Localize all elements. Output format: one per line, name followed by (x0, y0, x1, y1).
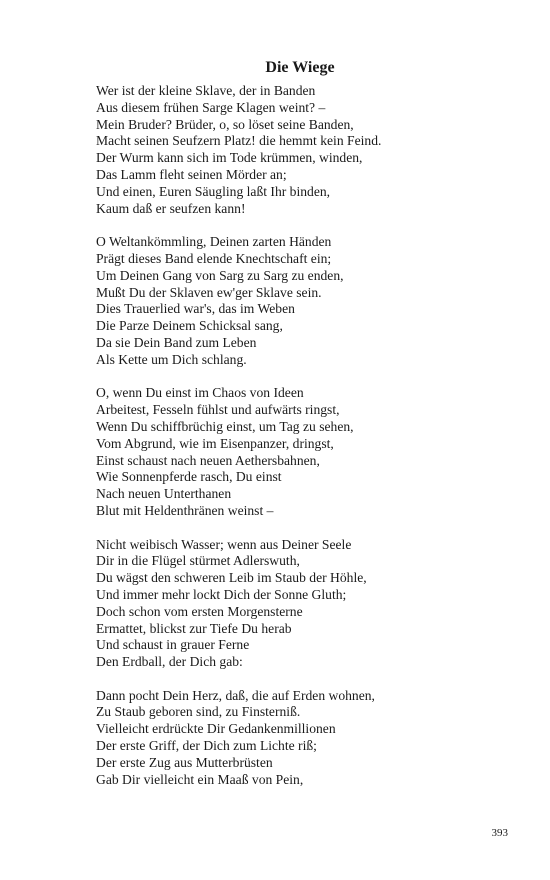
poem-line: Und immer mehr lockt Dich der Sonne Gluth; (96, 586, 347, 602)
poem-line: Nicht weibisch Wasser; wenn aus Deiner Seele (96, 536, 352, 552)
poem-line: Wie Sonnenpferde rasch, Du einst (96, 469, 282, 485)
poem-title: Die Wiege (265, 59, 335, 76)
poem-body (96, 83, 381, 805)
poem-line: Vom Abgrund, wie im Eisenpanzer, dringst, (96, 435, 334, 451)
poem-line: O, wenn Du einst im Chaos von Ideen (96, 385, 304, 401)
poem-line: Der erste Zug aus Mutterbrüsten (96, 754, 273, 770)
poem-line: Macht seinen Seufzern Platz! die hemmt kein Feind. (96, 133, 382, 149)
poem-line: Der Wurm kann sich im Tode krümmen, winden, (96, 150, 363, 166)
poem-line: Und einen, Euren Säugling laßt Ihr binden, (96, 183, 331, 199)
poem-line: Kaum daß er seufzen kann! (96, 200, 246, 216)
poem-line: Mußt Du der Sklaven ew'ger Sklave sein. (96, 284, 322, 300)
page-number: 393 (491, 827, 508, 839)
poem-line: Dann pocht Dein Herz, daß, die auf Erden wohnen, (96, 687, 375, 703)
stanza-2 (96, 234, 381, 368)
stanza-5 (96, 688, 381, 789)
poem-line: Blut mit Heldenthränen weinst – (96, 502, 274, 518)
poem-line: Das Lamm fleht seinen Mörder an; (96, 166, 287, 182)
poem-line: Ermattet, blickst zur Tiefe Du herab (96, 620, 292, 636)
poem-line: Der erste Griff, der Dich zum Lichte riß; (96, 738, 317, 754)
poem-line: Und schaust in grauer Ferne (96, 637, 250, 653)
poem-line: Um Deinen Gang von Sarg zu Sarg zu enden, (96, 267, 344, 283)
poem-line: Den Erdball, der Dich gab: (96, 654, 243, 670)
poem-line: Wer ist der kleine Sklave, der in Banden (96, 83, 316, 98)
poem-line: O Weltankömmling, Deinen zarten Händen (96, 234, 332, 250)
poem-line: Nach neuen Unterthanen (96, 486, 232, 502)
stanza-3 (96, 385, 381, 519)
poem-line: Wenn Du schiffbrüchig einst, um Tag zu sehen, (96, 418, 354, 434)
poem-line: Als Kette um Dich schlang. (96, 351, 247, 367)
poem-line: Einst schaust nach neuen Aethersbahnen, (96, 452, 320, 468)
poem-line: Gab Dir vielleicht ein Maaß von Pein, (96, 771, 304, 787)
poem-line: Dies Trauerlied war's, das im Weben (96, 301, 295, 317)
poem-line: Du wägst den schweren Leib im Staub der Höhle, (96, 570, 367, 586)
poem-line: Prägt dieses Band elende Knechtschaft ein; (96, 250, 332, 266)
poem-line: Mein Bruder? Brüder, o, so löset seine Banden, (96, 116, 354, 132)
poem-line: Dir in die Flügel stürmet Adlerswuth, (96, 553, 300, 569)
poem-line: Zu Staub geboren sind, zu Finsterniß. (96, 704, 301, 720)
poem-line: Vielleicht erdrückte Dir Gedankenmillionen (96, 721, 336, 737)
poem-line: Da sie Dein Band zum Leben (96, 334, 257, 350)
stanza-1 (96, 83, 381, 217)
poem-line: Die Parze Deinem Schicksal sang, (96, 318, 283, 334)
poem-line: Arbeitest, Fesseln fühlst und aufwärts ringst, (96, 402, 340, 418)
poem-line: Doch schon vom ersten Morgensterne (96, 603, 303, 619)
stanza-4 (96, 537, 381, 671)
poem-line: Aus diesem frühen Sarge Klagen weint? – (96, 99, 326, 115)
